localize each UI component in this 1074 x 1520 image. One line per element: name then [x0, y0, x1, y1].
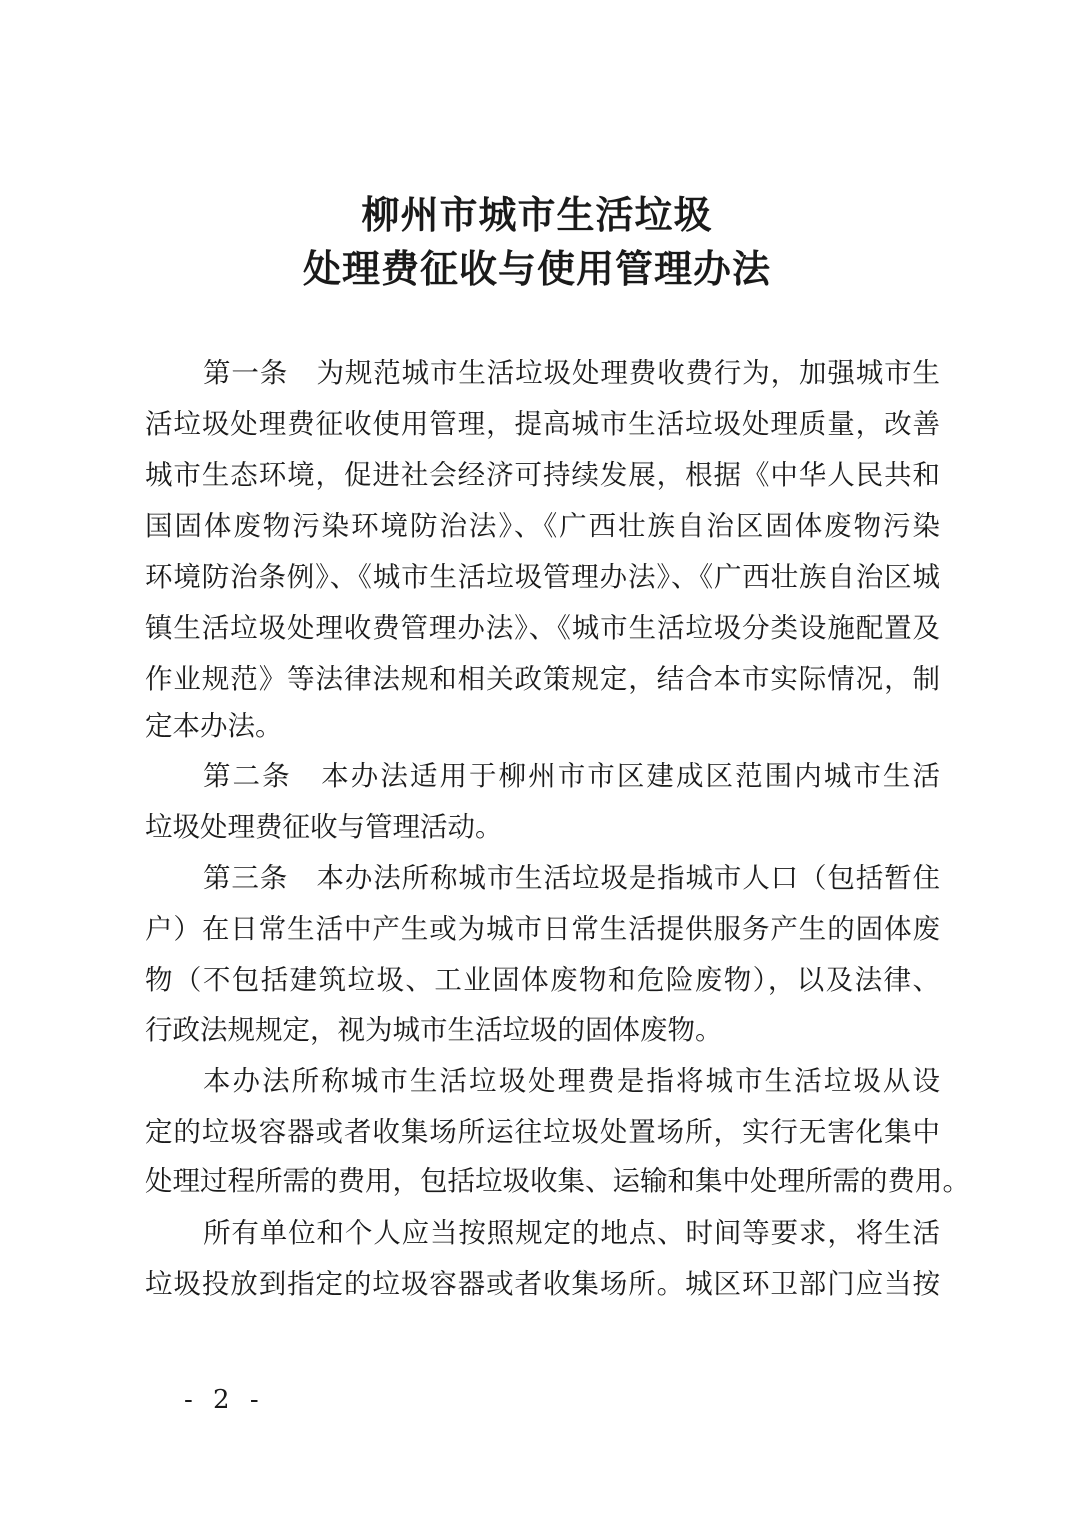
article-3-line-2: 户）在日常生活中产生或为城市日常生活提供服务产生的固体废 — [145, 913, 940, 945]
document-title-line-2: 处理费征收与使用管理办法 — [302, 246, 771, 291]
paragraph-disposal-line-2: 垃圾投放到指定的垃圾容器或者收集场所。城区环卫部门应当按 — [145, 1268, 940, 1300]
paragraph-fee-line-1: 本办法所称城市生活垃圾处理费是指将城市生活垃圾从设 — [203, 1065, 940, 1097]
article-1-line-7: 作业规范》等法律法规和相关政策规定，结合本市实际情况，制 — [145, 663, 940, 695]
article-1-line-2: 活垃圾处理费征收使用管理，提高城市生活垃圾处理质量，改善 — [145, 408, 940, 440]
article-1-line-6: 镇生活垃圾处理收费管理办法》、《城市生活垃圾分类设施配置及 — [145, 612, 940, 644]
article-3-line-1: 第三条 本办法所称城市生活垃圾是指城市人口（包括暂住 — [203, 862, 940, 894]
article-3-line-3: 物（不包括建筑垃圾、工业固体废物和危险废物），以及法律、 — [145, 964, 940, 996]
article-2-line-1: 第二条 本办法适用于柳州市市区建成区范围内城市生活 — [203, 760, 940, 792]
document-title-line-1: 柳州市城市生活垃圾 — [361, 192, 713, 237]
article-1-line-8: 定本办法。 — [145, 710, 283, 742]
page-number: - 2 - — [184, 1385, 265, 1415]
article-1-line-5: 环境防治条例》、《城市生活垃圾管理办法》、《广西壮族自治区城 — [145, 561, 940, 593]
paragraph-disposal-line-1: 所有单位和个人应当按照规定的地点、时间等要求，将生活 — [203, 1217, 940, 1249]
article-1-line-4: 国固体废物污染环境防治法》、《广西壮族自治区固体废物污染 — [145, 510, 940, 542]
article-1-line-3: 城市生态环境，促进社会经济可持续发展，根据《中华人民共和 — [145, 459, 940, 491]
article-3-line-4: 行政法规规定，视为城市生活垃圾的固体废物。 — [145, 1014, 723, 1046]
article-1-line-1: 第一条 为规范城市生活垃圾处理费收费行为，加强城市生 — [203, 357, 940, 389]
paragraph-fee-line-2: 定的垃圾容器或者收集场所运往垃圾处置场所，实行无害化集中 — [145, 1116, 940, 1148]
article-2-line-2: 垃圾处理费征收与管理活动。 — [145, 811, 503, 843]
paragraph-fee-line-3: 处理过程所需的费用，包括垃圾收集、运输和集中处理所需的费用。 — [145, 1165, 970, 1197]
